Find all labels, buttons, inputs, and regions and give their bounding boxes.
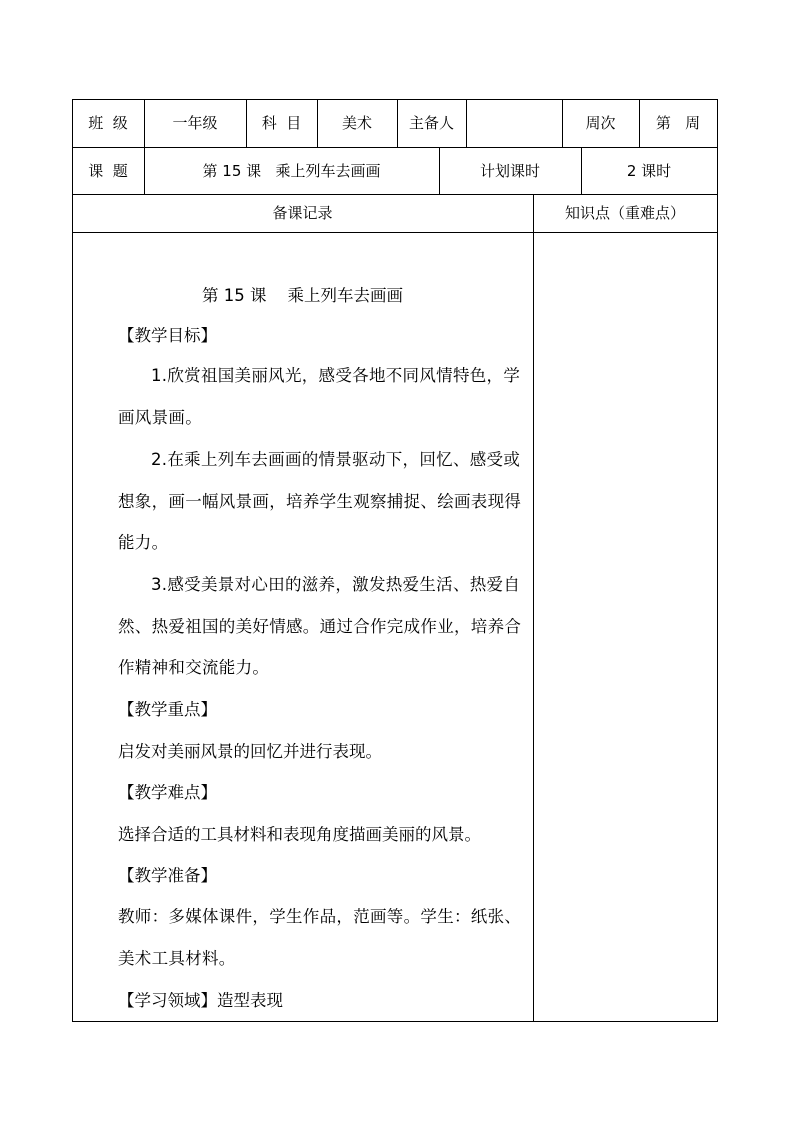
knowledge-header: 知识点（重难点） <box>564 204 685 222</box>
difficulty-heading: 【教学难点】 <box>118 783 217 802</box>
key-text: 启发对美丽风景的回忆并进行表现。 <box>118 742 382 761</box>
goal-3: 3.感受美景对心田的滋养，激发热爱生活、热爱自然、热爱祖国的美好情感。通过合作完成作业，培养合作精神和交流能力。 <box>118 575 522 677</box>
key-heading: 【教学重点】 <box>118 700 217 719</box>
table-border-left <box>72 99 73 1022</box>
class-value: 一年级 <box>172 114 218 132</box>
topic-label: 课 题 <box>88 162 128 180</box>
domain-heading: 【学习领域】造型表现 <box>118 991 283 1010</box>
planned-hours-value: 2 课时 <box>626 162 672 180</box>
goal-1: 1.欣赏祖国美丽风光，感受各地不同风情特色，学画风景画。 <box>118 366 521 427</box>
row-divider-2 <box>72 194 718 195</box>
record-header: 备课记录 <box>272 204 333 222</box>
prep-text: 教师：多媒体课件，学生作品，范画等。学生：纸张、美术工具材料。 <box>118 907 522 968</box>
table-border-top <box>72 99 718 100</box>
lesson-title: 第 15 课 乘上列车去画画 <box>202 286 403 305</box>
preparer-label: 主备人 <box>408 114 454 132</box>
week-label: 周次 <box>585 114 616 132</box>
prep-heading: 【教学准备】 <box>118 866 217 885</box>
table-border-bottom <box>72 1021 718 1022</box>
subject-value: 美术 <box>341 114 372 132</box>
class-label: 班 级 <box>88 114 128 132</box>
lesson-plan-table <box>72 99 718 1022</box>
topic-value: 第 15 课 乘上列车去画画 <box>202 162 381 180</box>
table-border-right <box>717 99 718 1022</box>
goal-2: 2.在乘上列车去画画的情景驱动下，回忆、感受或想象，画一幅风景画，培养学生观察捕捉、绘画表现得能力。 <box>118 450 522 552</box>
planned-hours-label: 计划课时 <box>479 162 540 180</box>
row-divider-3 <box>72 232 718 233</box>
subject-label: 科 目 <box>261 114 302 132</box>
goals-heading: 【教学目标】 <box>118 326 217 345</box>
row-divider-1 <box>72 147 718 148</box>
record-knowledge-divider <box>533 194 534 1022</box>
difficulty-text: 选择合适的工具材料和表现角度描画美丽的风景。 <box>118 825 481 844</box>
week-value: 第 周 <box>655 114 701 132</box>
r1-divider-5 <box>466 99 467 147</box>
